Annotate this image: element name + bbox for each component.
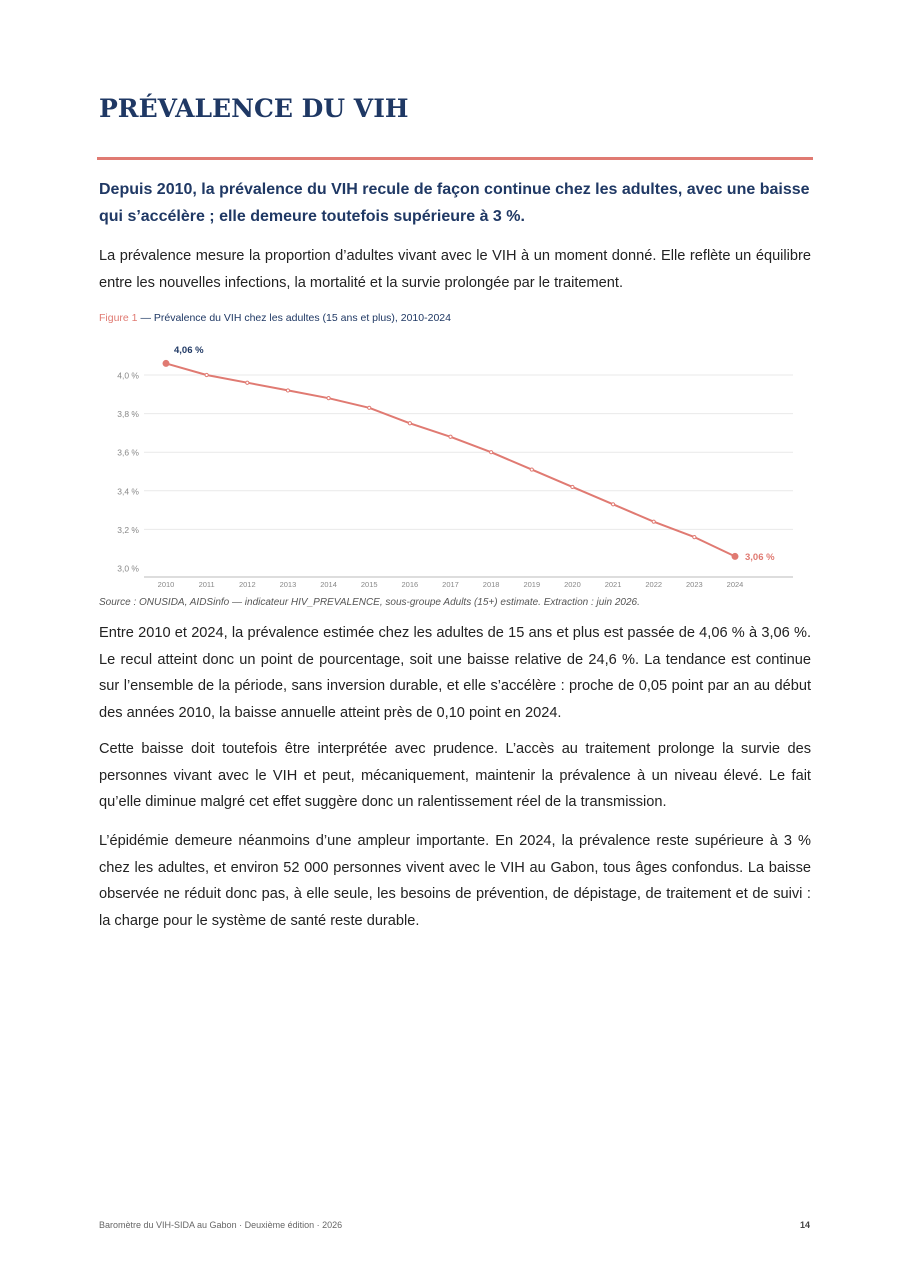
data-point [449, 435, 452, 438]
title-divider [97, 157, 813, 160]
x-tick-label: 2015 [360, 580, 378, 589]
figure-caption [99, 312, 451, 324]
data-point [286, 389, 289, 392]
y-tick-label: 4,0 % [117, 370, 139, 381]
series-line [166, 363, 735, 556]
x-tick-label: 2023 [686, 580, 703, 589]
start-value-label: 4,06 % [174, 345, 204, 356]
y-tick-label: 3,8 % [117, 409, 139, 420]
footer-page-number: 14 [799, 1220, 810, 1230]
data-point [693, 536, 696, 539]
x-tick-label: 2014 [320, 580, 337, 589]
end-value-label: 3,06 % [745, 551, 775, 563]
data-point [408, 422, 411, 425]
x-tick-label: 2016 [401, 580, 419, 589]
body-paragraph-1: Entre 2010 et 2024, la prévalence estimée chez les adultes de 15 ans et plus est passée de 4,06 % à 3,06 %. Le recul atteint donc un point de pourcentage, soit une baisse relative de 24,6 %. La tendance est continue sur l’ensemble de la période, sans inversion durable, et elle s’accélère : proche de 0,05 point par an au début des années 2010, la baisse annuelle atteint près de 0,10 point en 2024. [99, 625, 811, 721]
x-tick-label: 2011 [198, 580, 215, 589]
x-tick-label: 2020 [564, 580, 581, 589]
lead-paragraph: Depuis 2010, la prévalence du VIH recule de façon continue chez les adultes, avec une baisse qui s’accélère ; elle demeure toutefois supérieure à 3 %. [99, 181, 810, 225]
y-tick-label: 3,4 % [117, 486, 139, 497]
x-tick-label: 2010 [157, 580, 175, 589]
y-tick-label: 3,0 % [117, 563, 139, 574]
figure-title: — Prévalence du VIH chez les adultes (15 ans et plus), 2010-2024 [137, 312, 451, 324]
page-title: PRÉVALENCE DU VIH [99, 94, 409, 123]
figure-source: Source : ONUSIDA, AIDSinfo — indicateur HIV_PREVALENCE, sous-groupe Adults (15+) estimate. Extraction : juin 2026. [99, 597, 640, 608]
data-point [571, 485, 574, 488]
y-tick-label: 3,2 % [117, 524, 139, 535]
data-point [327, 397, 330, 400]
x-tick-label: 2018 [482, 580, 500, 589]
x-tick-label: 2022 [645, 580, 663, 589]
x-tick-label: 2013 [279, 580, 297, 589]
data-point [530, 468, 533, 471]
data-point [205, 373, 208, 376]
data-point [163, 360, 170, 367]
data-point [490, 451, 493, 454]
body-paragraph-3: L’épidémie demeure néanmoins d’une ampleur importante. En 2024, la prévalence reste supérieure à 3 % chez les adultes, et environ 52 000 personnes vivent avec le VIH au Gabon, tous âges confondus. La baisse observée ne réduit donc pas, à elle seule, les besoins de prévention, de dépistage, de traitement et de suivi : la charge pour le système de santé reste durable. [99, 833, 811, 929]
x-tick-label: 2021 [604, 580, 622, 589]
x-tick-label: 2012 [238, 580, 256, 589]
data-point [246, 381, 249, 384]
y-tick-label: 3,6 % [117, 447, 139, 458]
data-point [368, 406, 371, 409]
body-paragraph-2: Cette baisse doit toutefois être interprétée avec prudence. L’accès au traitement prolonge la survie des personnes vivant avec le VIH et peut, mécaniquement, maintenir la prévalence à un niveau élevé. Le fait qu’elle diminue malgré cet effet suggère donc un ralentissement réel de la transmission. [99, 741, 811, 810]
x-tick-label: 2017 [442, 580, 459, 589]
x-tick-label: 2019 [523, 580, 541, 589]
x-tick-label: 2024 [726, 580, 744, 589]
footer-publication: Baromètre du VIH-SIDA au Gabon · Deuxième édition · 2026 [99, 1220, 343, 1230]
figure-number: Figure 1 [99, 312, 138, 324]
intro-paragraph: La prévalence mesure la proportion d’adultes vivant avec le VIH à un moment donné. Elle reflète un équilibre entre les nouvelles infections, la mortalité et la survie prolongée par le traitement. [99, 248, 811, 291]
data-point [732, 553, 739, 560]
data-point [611, 503, 614, 506]
data-point [652, 520, 655, 523]
prevalence-line-chart [99, 336, 799, 592]
